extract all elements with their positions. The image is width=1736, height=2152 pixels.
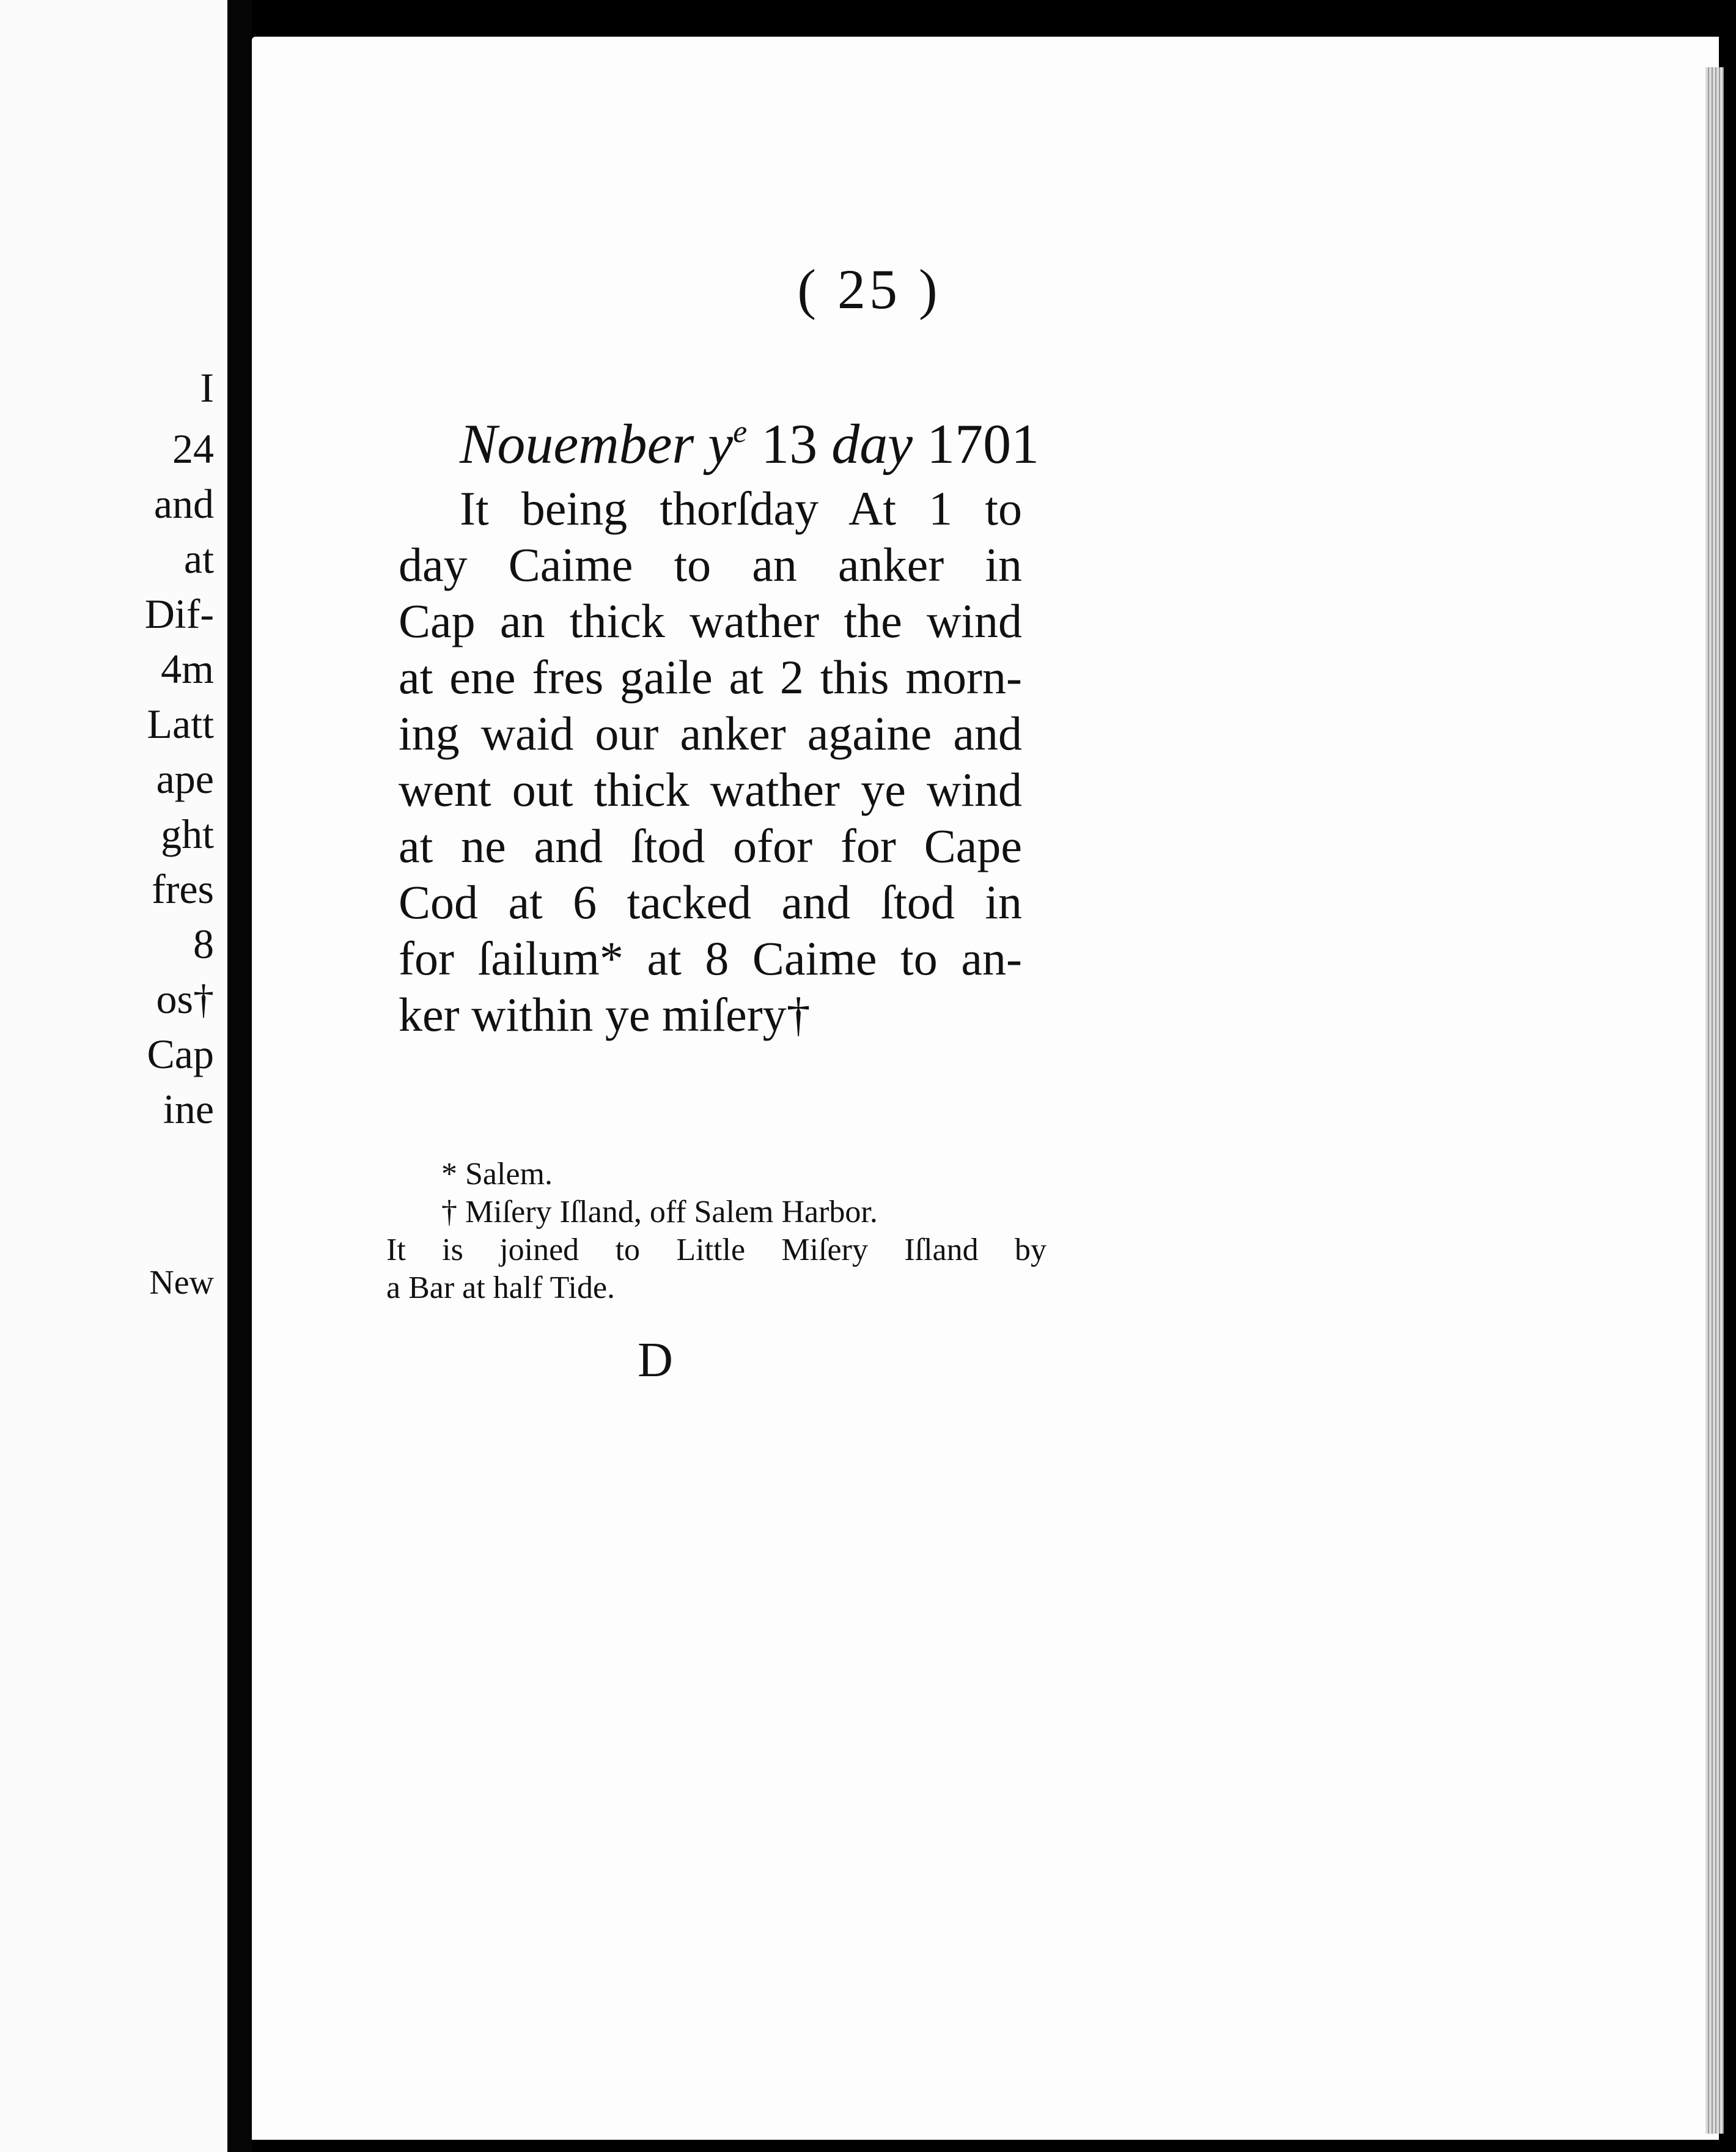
entry-line: It being thorſday At 1 to <box>460 482 1022 535</box>
entry-date <box>399 413 1040 475</box>
footnotes <box>386 1155 1046 1307</box>
left-page-line: 8 <box>193 921 214 967</box>
entry-line: ing waid our anker againe and <box>399 707 1022 760</box>
left-page-line: os† <box>156 976 214 1022</box>
left-page-line: Latt <box>147 701 214 747</box>
journal-entry <box>399 413 1040 1043</box>
left-page-line: 24 <box>172 426 214 472</box>
entry-line: ker within ye miſery† <box>399 988 811 1041</box>
entry-line: Cap an thick wather the wind <box>399 594 1022 647</box>
page-number: ( 25 ) <box>797 258 941 320</box>
book-gutter <box>227 0 252 2152</box>
entry-line: went out thick wather ye wind <box>399 763 1022 816</box>
entry-line: for ſailum* at 8 Caime to an- <box>399 932 1022 985</box>
left-page-line: ine <box>163 1086 214 1132</box>
date-month: Nouember <box>460 413 694 475</box>
entry-line: day Caime to an anker in <box>399 538 1022 591</box>
left-page <box>0 0 231 2152</box>
date-ye: $y^e$ <box>708 413 748 475</box>
entry-line: Cod at 6 tacked and ſtod in <box>399 875 1022 929</box>
right-page <box>252 37 1719 2140</box>
date-year: 1701 <box>927 413 1040 475</box>
footnote: a Bar at half Tide. <box>386 1270 616 1305</box>
date-day-word: day <box>831 413 913 475</box>
entry-line: at ne and ſtod ofor for Cape <box>399 819 1022 872</box>
left-page-line: Cap <box>147 1031 214 1077</box>
page-edges <box>1705 67 1724 2134</box>
footnote: It is joined to Little Miſery Iſland by <box>386 1233 1046 1267</box>
left-page-line: fres <box>152 866 214 912</box>
footnote: * Salem. <box>441 1157 553 1192</box>
date-day: 13 <box>761 413 818 475</box>
left-page-line: ape <box>156 756 214 802</box>
left-page-line: 4m <box>161 646 214 692</box>
signature-mark: D <box>638 1333 673 1387</box>
left-page-line: and <box>153 481 214 527</box>
footnote: † Miſery Iſland, off Salem Harbor. <box>441 1195 878 1229</box>
left-page-line: New <box>149 1264 214 1302</box>
entry-line: at ene fres gaile at 2 this morn- <box>399 650 1022 704</box>
left-page-line: I <box>200 364 214 411</box>
left-page-line: ght <box>161 811 214 857</box>
left-page-line: at <box>183 536 214 582</box>
left-page-line: Dif- <box>144 591 214 637</box>
